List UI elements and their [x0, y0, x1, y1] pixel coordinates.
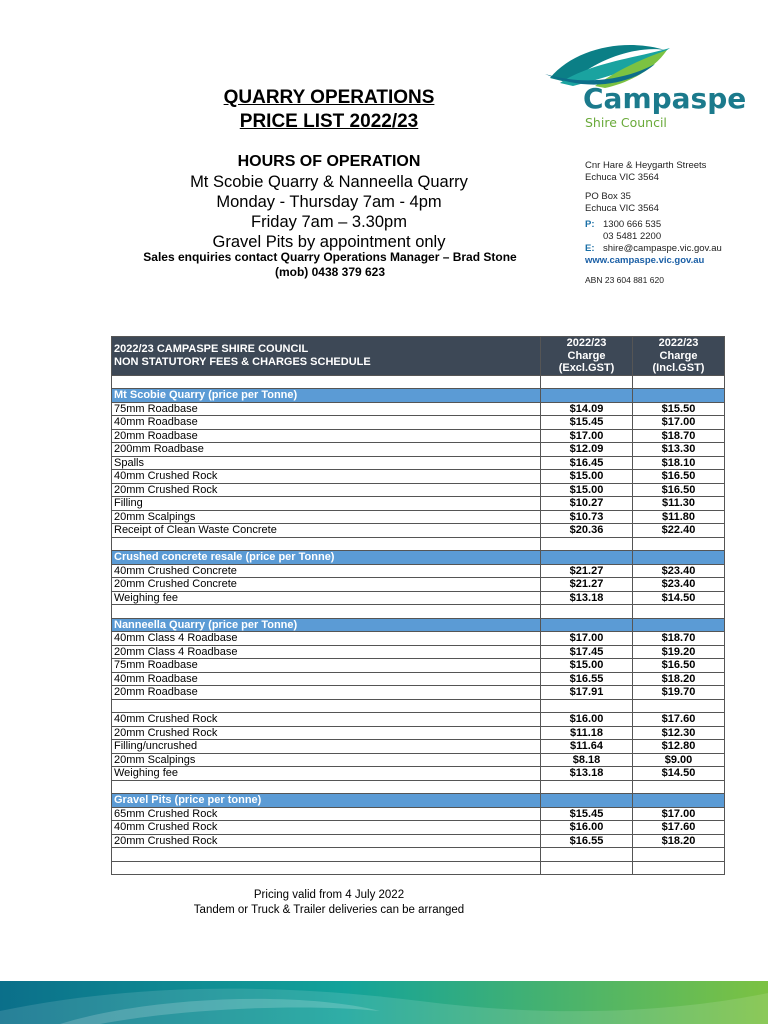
price-excl-gst: $21.27 [541, 564, 633, 578]
section-blank-cell [633, 551, 725, 565]
item-label: 40mm Crushed Rock [112, 470, 541, 484]
price-excl-gst: $13.18 [541, 591, 633, 605]
table-row [112, 510, 725, 524]
table-row [112, 672, 725, 686]
table-blank-row [112, 780, 725, 794]
decorative-footer-band [0, 981, 768, 1024]
table-blank-row [112, 699, 725, 713]
blank-cell [633, 605, 725, 619]
phone-2: 03 5481 2200 [603, 231, 662, 242]
price-incl-gst: $19.20 [633, 645, 725, 659]
table-row [112, 497, 725, 511]
table-row [112, 821, 725, 835]
item-label: 40mm Crushed Concrete [112, 564, 541, 578]
blank-cell [633, 780, 725, 794]
blank-cell [541, 780, 633, 794]
item-label: Weighing fee [112, 591, 541, 605]
item-label: Receipt of Clean Waste Concrete [112, 524, 541, 538]
price-incl-gst: $15.50 [633, 402, 725, 416]
table-row [112, 740, 725, 754]
section-blank-cell [541, 389, 633, 403]
price-excl-gst: $16.00 [541, 713, 633, 727]
item-label: 20mm Scalpings [112, 510, 541, 524]
section-label: Crushed concrete resale (price per Tonne) [112, 551, 541, 565]
table-row [112, 767, 725, 781]
price-excl-gst: $10.73 [541, 510, 633, 524]
price-excl-gst: $13.18 [541, 767, 633, 781]
price-excl-gst: $11.18 [541, 726, 633, 740]
item-label: 20mm Roadbase [112, 429, 541, 443]
item-label: Filling/uncrushed [112, 740, 541, 754]
price-incl-gst: $17.00 [633, 807, 725, 821]
table-row [112, 483, 725, 497]
table-row [112, 713, 725, 727]
item-label: 40mm Crushed Rock [112, 821, 541, 835]
price-incl-gst: $18.20 [633, 834, 725, 848]
blank-cell [112, 848, 541, 862]
hours-line: Mt Scobie Quarry & Nanneella Quarry [190, 173, 468, 191]
price-excl-gst: $20.36 [541, 524, 633, 538]
blank-cell [633, 375, 725, 389]
table-row [112, 416, 725, 430]
table-row [112, 686, 725, 700]
blank-cell [633, 537, 725, 551]
price-excl-gst: $16.55 [541, 672, 633, 686]
hours-heading: HOURS OF OPERATION [237, 153, 421, 170]
table-blank-row [112, 848, 725, 862]
table-blank-row [112, 375, 725, 389]
table-row [112, 443, 725, 457]
table-section-row [112, 389, 725, 403]
item-label: 20mm Crushed Rock [112, 834, 541, 848]
table-section-row [112, 794, 725, 808]
wave-band-icon [0, 981, 768, 1024]
price-excl-gst: $10.27 [541, 497, 633, 511]
price-excl-gst: $11.64 [541, 740, 633, 754]
price-excl-gst: $15.00 [541, 659, 633, 673]
col-header-incl-gst: 2022/23 Charge (Incl.GST) [633, 337, 725, 376]
blank-cell [541, 605, 633, 619]
page-title-line-1: QUARRY OPERATIONS [223, 87, 435, 108]
price-incl-gst: $18.10 [633, 456, 725, 470]
phone-label: P: [585, 219, 595, 230]
price-incl-gst: $17.60 [633, 713, 725, 727]
pricing-valid-note: Pricing valid from 4 July 2022 [253, 889, 405, 901]
sales-mobile: (mob) 0438 379 623 [274, 265, 386, 279]
item-label: Filling [112, 497, 541, 511]
page-title-line-2: PRICE LIST 2022/23 [239, 111, 419, 132]
hours-line: Friday 7am – 3.30pm [251, 213, 407, 231]
blank-cell [633, 848, 725, 862]
table-row [112, 564, 725, 578]
email-row [585, 243, 722, 255]
council-logo [545, 38, 747, 133]
table-row [112, 524, 725, 538]
address-po-2: Echuca VIC 3564 [585, 203, 659, 214]
price-excl-gst: $21.27 [541, 578, 633, 592]
blank-cell [541, 861, 633, 875]
blank-cell [112, 780, 541, 794]
price-excl-gst: $15.00 [541, 470, 633, 484]
price-excl-gst: $15.45 [541, 807, 633, 821]
blank-cell [112, 699, 541, 713]
table-row [112, 753, 725, 767]
price-incl-gst: $19.70 [633, 686, 725, 700]
price-incl-gst: $14.50 [633, 591, 725, 605]
logo-subtitle: Shire Council [585, 115, 667, 130]
price-incl-gst: $13.30 [633, 443, 725, 457]
table-row [112, 807, 725, 821]
price-excl-gst: $16.55 [541, 834, 633, 848]
item-label: 20mm Crushed Rock [112, 726, 541, 740]
price-incl-gst: $23.40 [633, 564, 725, 578]
price-incl-gst: $14.50 [633, 767, 725, 781]
section-blank-cell [633, 618, 725, 632]
price-incl-gst: $22.40 [633, 524, 725, 538]
price-incl-gst: $18.20 [633, 672, 725, 686]
blank-cell [112, 861, 541, 875]
price-incl-gst: $9.00 [633, 753, 725, 767]
phone-1: 1300 666 535 [603, 219, 662, 230]
delivery-note: Tandem or Truck & Trailer deliveries can be arranged [193, 904, 465, 916]
table-blank-row [112, 537, 725, 551]
phone-row-2 [585, 231, 722, 243]
item-label: 40mm Crushed Rock [112, 713, 541, 727]
table-blank-row [112, 861, 725, 875]
price-excl-gst: $8.18 [541, 753, 633, 767]
item-label: 20mm Scalpings [112, 753, 541, 767]
table-section-row [112, 551, 725, 565]
price-incl-gst: $18.70 [633, 632, 725, 646]
blank-cell [541, 537, 633, 551]
section-label: Nanneella Quarry (price per Tonne) [112, 618, 541, 632]
price-excl-gst: $15.45 [541, 416, 633, 430]
table-row [112, 402, 725, 416]
section-label: Gravel Pits (price per tonne) [112, 794, 541, 808]
table-row [112, 470, 725, 484]
address-street-2: Echuca VIC 3564 [585, 172, 659, 183]
price-incl-gst: $12.30 [633, 726, 725, 740]
blank-cell [541, 848, 633, 862]
price-incl-gst: $11.80 [633, 510, 725, 524]
item-label: Weighing fee [112, 767, 541, 781]
section-blank-cell [633, 794, 725, 808]
table-section-row [112, 618, 725, 632]
table-row [112, 659, 725, 673]
price-incl-gst: $16.50 [633, 483, 725, 497]
table-row [112, 632, 725, 646]
hours-line: Gravel Pits by appointment only [212, 233, 446, 251]
table-row [112, 578, 725, 592]
item-label: 75mm Roadbase [112, 659, 541, 673]
abn: ABN 23 604 881 620 [585, 275, 664, 285]
item-label: 20mm Crushed Rock [112, 483, 541, 497]
table-row [112, 591, 725, 605]
fees-table [111, 336, 725, 875]
table-header-title: 2022/23 CAMPASPE SHIRE COUNCIL NON STATUTORY FEES & CHARGES SCHEDULE [112, 337, 541, 376]
item-label: 40mm Roadbase [112, 672, 541, 686]
price-excl-gst: $16.45 [541, 456, 633, 470]
section-blank-cell [541, 794, 633, 808]
price-excl-gst: $17.00 [541, 632, 633, 646]
item-label: 40mm Class 4 Roadbase [112, 632, 541, 646]
price-incl-gst: $12.80 [633, 740, 725, 754]
item-label: Spalls [112, 456, 541, 470]
price-excl-gst: $17.45 [541, 645, 633, 659]
table-blank-row [112, 605, 725, 619]
blank-cell [112, 375, 541, 389]
item-label: 65mm Crushed Rock [112, 807, 541, 821]
table-row [112, 456, 725, 470]
item-label: 200mm Roadbase [112, 443, 541, 457]
table-header [112, 337, 725, 376]
price-excl-gst: $12.09 [541, 443, 633, 457]
blank-cell [633, 699, 725, 713]
table-row [112, 645, 725, 659]
table-row [112, 726, 725, 740]
item-label: 75mm Roadbase [112, 402, 541, 416]
price-excl-gst: $16.00 [541, 821, 633, 835]
blank-cell [112, 605, 541, 619]
website-link[interactable]: www.campaspe.vic.gov.au [585, 255, 705, 266]
logo-name: Campaspe [583, 82, 747, 115]
blank-cell [112, 537, 541, 551]
price-excl-gst: $14.09 [541, 402, 633, 416]
phone-row [585, 219, 722, 231]
blank-cell [541, 699, 633, 713]
address-po-1: PO Box 35 [585, 191, 631, 202]
item-label: 20mm Roadbase [112, 686, 541, 700]
email-label: E: [585, 243, 595, 254]
price-incl-gst: $17.60 [633, 821, 725, 835]
price-excl-gst: $15.00 [541, 483, 633, 497]
price-incl-gst: $16.50 [633, 659, 725, 673]
price-excl-gst: $17.00 [541, 429, 633, 443]
col-header-excl-gst: 2022/23 Charge (Excl.GST) [541, 337, 633, 376]
price-incl-gst: $18.70 [633, 429, 725, 443]
item-label: 40mm Roadbase [112, 416, 541, 430]
hours-line: Monday - Thursday 7am - 4pm [216, 193, 442, 211]
item-label: 20mm Class 4 Roadbase [112, 645, 541, 659]
section-label: Mt Scobie Quarry (price per Tonne) [112, 389, 541, 403]
item-label: 20mm Crushed Concrete [112, 578, 541, 592]
price-incl-gst: $11.30 [633, 497, 725, 511]
address-street-1: Cnr Hare & Heygarth Streets [585, 160, 707, 171]
email[interactable]: shire@campaspe.vic.gov.au [603, 243, 722, 254]
price-incl-gst: $16.50 [633, 470, 725, 484]
section-blank-cell [541, 551, 633, 565]
price-incl-gst: $17.00 [633, 416, 725, 430]
price-excl-gst: $17.91 [541, 686, 633, 700]
address-block [585, 160, 722, 286]
section-blank-cell [633, 389, 725, 403]
blank-cell [541, 375, 633, 389]
sales-contact: Sales enquiries contact Quarry Operations Manager – Brad Stone [143, 250, 517, 264]
table-row [112, 429, 725, 443]
table-row [112, 834, 725, 848]
price-incl-gst: $23.40 [633, 578, 725, 592]
section-blank-cell [541, 618, 633, 632]
blank-cell [633, 861, 725, 875]
